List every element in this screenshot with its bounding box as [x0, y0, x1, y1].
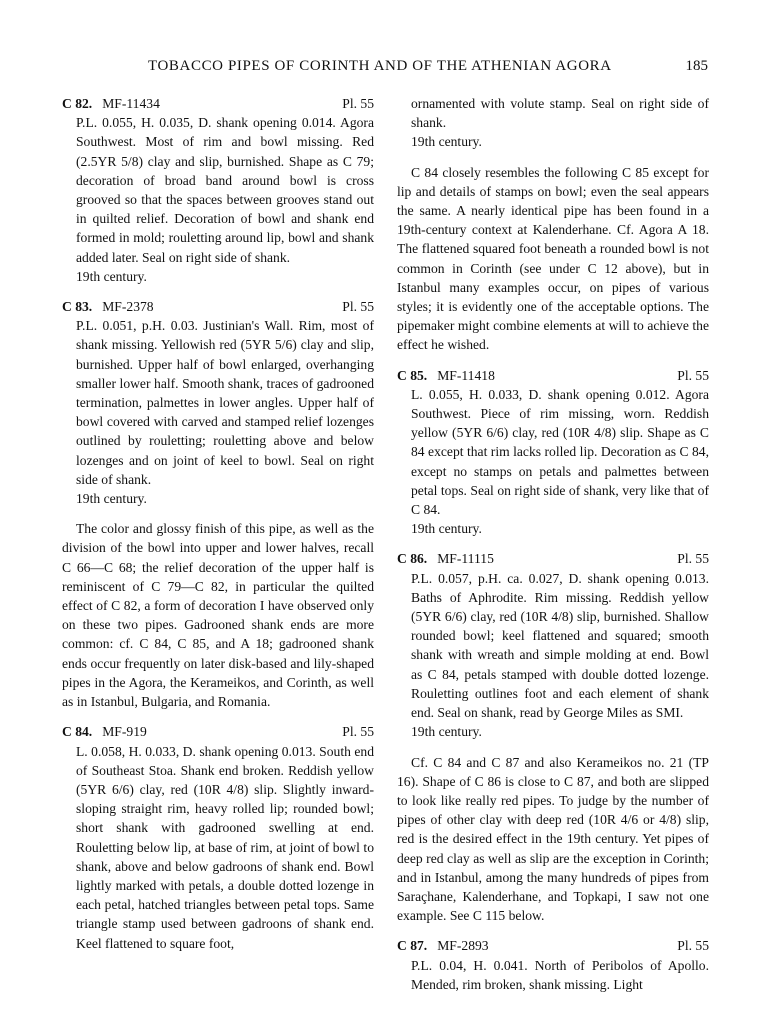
- catalog-number: C 83.: [62, 299, 93, 315]
- entry-description: P.L. 0.055, H. 0.035, D. shank opening 0.014. Agora Southwest. Most of rim and bowl missing. Red (2.5YR 5/8) clay and slip, burnished. Shape as C 79; decoration of broad band around bowl is cross grooved so that the spaces between grooves stand out in quilted relief. Decoration of bowl and shank end formed in mold; rouletting around lip, bowl and shank added later. Seal on right side of shank.: [76, 115, 374, 265]
- entry-heading: [62, 94, 374, 113]
- entry-date: 19th century.: [76, 268, 147, 284]
- plate-reference: Pl. 55: [677, 367, 709, 383]
- catalog-entry-c87: [397, 936, 709, 994]
- inventory-number: MF-11434: [102, 96, 160, 111]
- catalog-number: C 86.: [397, 551, 428, 567]
- catalog-entry-c85: [397, 366, 709, 539]
- inventory-number: MF-2893: [437, 938, 489, 954]
- entry-date: 19th century.: [411, 521, 482, 537]
- entry-description-continued: ornamented with volute stamp. Seal on right side of shank.: [411, 96, 709, 131]
- commentary-paragraph: Cf. C 84 and C 87 and also Kerameikos no. 21 (TP 16). Shape of C 86 is close to C 87, and both are slipped to look like really red pipes. To judge by the number of pipes of other clay with deep red (10R 4/6 or 4/8) slip, red is the desired effect in the 19th century. Yet pipes of deep red clay as well as slip are the exception in Corinth; and in Istanbul, among the many hundreds of pipes from Saraçhane, Kalenderhane, and Topkapi, I saw not one example. See C 115 below.: [397, 754, 709, 924]
- entry-description: P.L. 0.057, p.H. ca. 0.027, D. shank opening 0.013. Baths of Aphrodite. Rim missing. Reddish yellow (5YR 6/6) clay, red (10R 4/8) slip, burnished. Shallow rounded bowl; keel flattened and squared; smooth shank with wreath and simple molding at end. Bowl as C 84, petals stamped with double dotted lozenge. Rouletting outlines foot and each element of shank end. Seal on shank, read by George Miles as SMI.: [411, 570, 709, 721]
- entry-heading: [397, 936, 709, 955]
- catalog-number: C 87.: [397, 938, 428, 954]
- commentary-paragraph: The color and glossy finish of this pipe, as well as the division of the bowl into upper and lower halves, recall C 66—C 68; the relief decoration of the upper half is reminiscent of C 79—C 82, in particular the quilted effect of C 82, a form of decoration I have observed only on these two pipes. Gadrooned shank ends are more common: cf. C 84, C 85, and A 18; gadrooned shank ends occur frequently on later disk-based and lily-shaped pipes in the Agora, the Kerameikos, and Corinth, as well as in Istanbul, Bulgaria, and Romania.: [62, 521, 374, 710]
- inventory-number: MF-11418: [437, 367, 495, 383]
- inventory-number: MF-919: [102, 724, 147, 740]
- entry-heading: [397, 366, 709, 385]
- running-title: TOBACCO PIPES OF CORINTH AND OF THE ATHENIAN AGORA: [148, 58, 612, 74]
- plate-reference: Pl. 55: [342, 96, 374, 111]
- entry-heading: [62, 722, 374, 741]
- catalog-entry-c86: [397, 549, 709, 741]
- inventory-number: MF-11115: [437, 551, 494, 567]
- entry-date: 19th century.: [76, 491, 147, 507]
- entry-description: P.L. 0.051, p.H. 0.03. Justinian's Wall. Rim, most of shank missing. Yellowish red (5YR 5/6) clay and slip, burnished. Upper half of bowl enlarged, overhanging smaller lower half. Smooth shank, traces of gadrooned termination, palmettes in lower angles. Upper half of bowl covered with carved and stamped relief lozenges outlined by rouletting; rouletting above and below lozenges and on joint of keel to bowl. Seal on right side of shank.: [76, 318, 374, 487]
- entry-description: L. 0.055, H. 0.033, D. shank opening 0.012. Agora Southwest. Piece of rim missing, worn. Reddish yellow (5YR 6/6) clay, red (10R 4/8) slip. Shape as C 84 except that rim lacks rolled lip. Decoration as C 84, except no stamps on petals and palmettes between petal tops. Seal on right side of shank, very like that of C 84.: [411, 386, 709, 518]
- entry-heading: [397, 549, 709, 568]
- entry-heading: [62, 297, 374, 316]
- catalog-number: C 82.: [62, 96, 93, 111]
- inventory-number: MF-2378: [102, 299, 154, 315]
- plate-reference: Pl. 55: [342, 724, 374, 740]
- catalog-entry-c82: [62, 94, 374, 286]
- page-header: [0, 58, 770, 82]
- plate-reference: Pl. 55: [677, 938, 709, 954]
- catalog-entry-c84: [62, 722, 374, 952]
- catalog-number: C 85.: [397, 367, 428, 383]
- catalog-number: C 84.: [62, 724, 93, 740]
- entry-date: 19th century.: [411, 724, 482, 740]
- entry-description: P.L. 0.04, H. 0.041. North of Peribolos of Apollo. Mended, rim broken, shank missing. Light: [411, 957, 709, 992]
- plate-reference: Pl. 55: [342, 299, 374, 315]
- catalog-entry-c83: [62, 297, 374, 508]
- entry-description: L. 0.058, H. 0.033, D. shank opening 0.013. South end of Southeast Stoa. Shank end broken. Reddish yellow (5YR 6/6) clay, red (10R 4/8) slip. Slightly inward-sloping straight rim, heavy rolled lip; rounded bowl; short shank with gadrooned swelling at end. Rouletting below lip, at base of rim, at joint of bowl to shank, above and below gadroons of shank end. Bowl lightly marked with petals, a double dotted lozenge in each petal, hatched triangles between petal tops. Same triangle stamp used between gadroons of shank end. Keel flattened to square foot,: [76, 743, 374, 951]
- right-column: [397, 94, 709, 1005]
- plate-reference: Pl. 55: [677, 551, 709, 567]
- entry-date: 19th century.: [411, 134, 482, 150]
- left-column: [62, 94, 374, 964]
- commentary-paragraph: C 84 closely resembles the following C 85 except for lip and details of stamps on bowl; even the seal appears the same. A nearly identical pipe has been found in a 19th-century context at Kalenderhane. Cf. Agora A 18. The flattened squared foot beneath a rounded bowl is not common in Corinth (see under C 12 above), but in Istanbul many examples occur, on pipes of various styles; it is evidently one of the acceptable options. The pipemaker might combine elements at will to achieve the effect he wished.: [397, 164, 709, 353]
- page-number: 185: [685, 58, 708, 74]
